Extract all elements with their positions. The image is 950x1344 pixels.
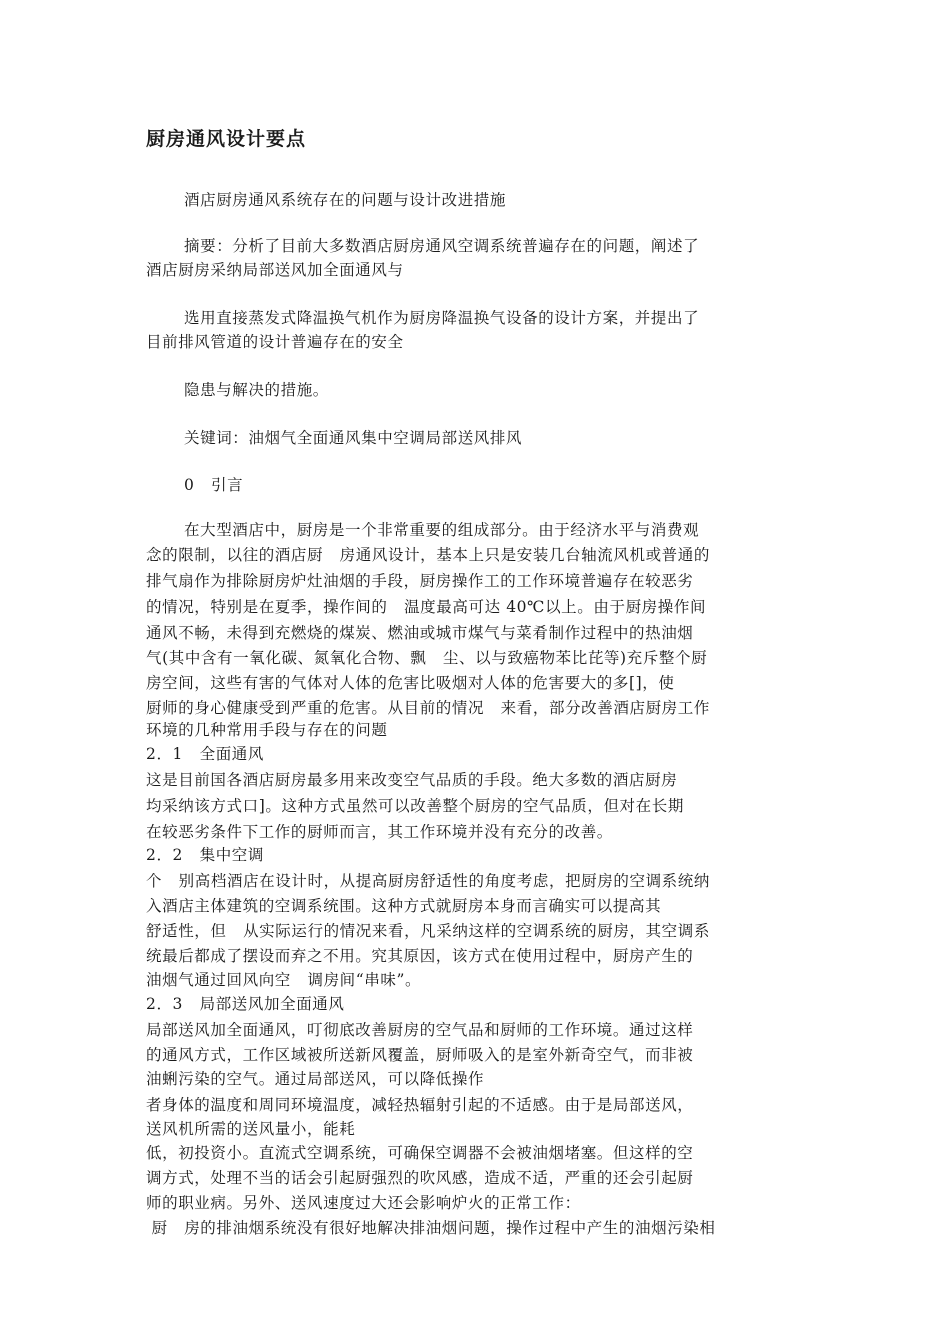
section-heading: 2．1 全面通风: [146, 745, 265, 763]
body-line: 在较恶劣条件下工作的厨师而言，其工作环境并没有充分的改善。: [146, 823, 613, 841]
body-line: 舒适性，但 从实际运行的情况来看，凡采纳这样的空调系统的厨房，其空调系: [146, 922, 710, 940]
body-line: 厨 房的排油烟系统没有很好地解决排油烟问题，操作过程中产生的油烟污染相: [146, 1219, 716, 1237]
body-line: 房空间，这些有害的气体对人体的危害比吸烟对人体的危害要大的多[]，使: [146, 674, 675, 692]
abstract-line: 摘要：分析了目前大多数酒店厨房通风空调系统普遍存在的问题，阐述了: [184, 237, 700, 255]
body-line: 入酒店主体建筑的空调系统围。这种方式就厨房本身而言确实可以提高其: [146, 897, 662, 915]
body-line: 均采纳该方式口]。这种方式虽然可以改善整个厨房的空气品质，但对在长期: [146, 797, 684, 815]
document-title: 厨房通风设计要点: [146, 128, 307, 150]
abstract-line: 目前排风管道的设计普遍存在的安全: [146, 333, 404, 351]
body-line: 排气扇作为排除厨房炉灶油烟的手段，厨房操作工的工作环境普遍存在较恶劣: [146, 572, 694, 590]
body-line: 调方式，处理不当的话会引起厨强烈的吹风感，造成不适，严重的还会引起厨: [146, 1169, 694, 1187]
body-line: 者身体的温度和周同环境温度，减轻热辐射引起的不适感。由于是局部送风，: [146, 1096, 694, 1114]
body-line: 环境的几种常用手段与存在的问题: [146, 721, 388, 739]
keywords-line: 关键词：油烟气全面通风集中空调局部送风排风: [184, 429, 523, 447]
body-line: 油烟气通过回风向空 调房间“串味”。: [146, 971, 422, 989]
body-line: 的情况，特别是在夏季，操作间的 温度最高可达 40℃以上。由于厨房操作间: [146, 598, 707, 616]
body-line: 的通风方式，工作区域被所送新风覆盖，厨师吸入的是室外新奇空气，而非被: [146, 1046, 694, 1064]
body-line: 统最后都成了摆设而弃之不用。究其原因，该方式在使用过程中，厨房产生的: [146, 947, 694, 965]
abstract-line: 酒店厨房采纳局部送风加全面通风与: [146, 261, 404, 279]
body-line: 师的职业病。另外、送风速度过大还会影响炉火的正常工作：: [146, 1194, 581, 1212]
section-heading: 2．2 集中空调: [146, 846, 265, 864]
subtitle-line: 酒店厨房通风系统存在的问题与设计改进措施: [184, 191, 507, 209]
abstract-line: 隐患与解决的措施。: [184, 381, 329, 399]
body-line: 在大型酒店中，厨房是一个非常重要的组成部分。由于经济水平与消费观: [184, 521, 700, 539]
body-line: 油蜊污染的空气。通过局部送风，可以降低操作: [146, 1070, 485, 1088]
abstract-line: 选用直接蒸发式降温换气机作为厨房降温换气设备的设计方案，并提出了: [184, 309, 700, 327]
body-line: 局部送风加全面通风，叮彻底改善厨房的空气品和厨师的工作环境。通过这样: [146, 1021, 694, 1039]
body-line: 送风机所需的送风量小，能耗: [146, 1120, 356, 1138]
section-heading: 0 引言: [184, 476, 244, 494]
body-line: 气(其中含有一氧化碳、氮氧化合物、飘 尘、以与致癌物苯比芘等)充斥整个厨: [146, 649, 708, 667]
body-line: 个 别高档酒店在设计时，从提高厨房舒适性的角度考虑，把厨房的空调系统纳: [146, 872, 710, 890]
body-line: 念的限制，以往的酒店厨 房通风设计，基本上只是安装几台轴流风机或普通的: [146, 546, 710, 564]
body-line: 这是目前国各酒店厨房最多用来改变空气品质的手段。绝大多数的酒店厨房: [146, 771, 678, 789]
body-line: 厨师的身心健康受到严重的危害。从目前的情况 来看，部分改善酒店厨房工作: [146, 699, 710, 717]
body-line: 低，初投资小。直流式空调系统，可确保空调器不会被油烟堵塞。但这样的空: [146, 1144, 694, 1162]
body-line: 通风不畅，未得到充燃烧的煤炭、燃油或城市煤气与菜肴制作过程中的热油烟: [146, 624, 694, 642]
section-heading: 2．3 局部送风加全面通风: [146, 995, 345, 1013]
